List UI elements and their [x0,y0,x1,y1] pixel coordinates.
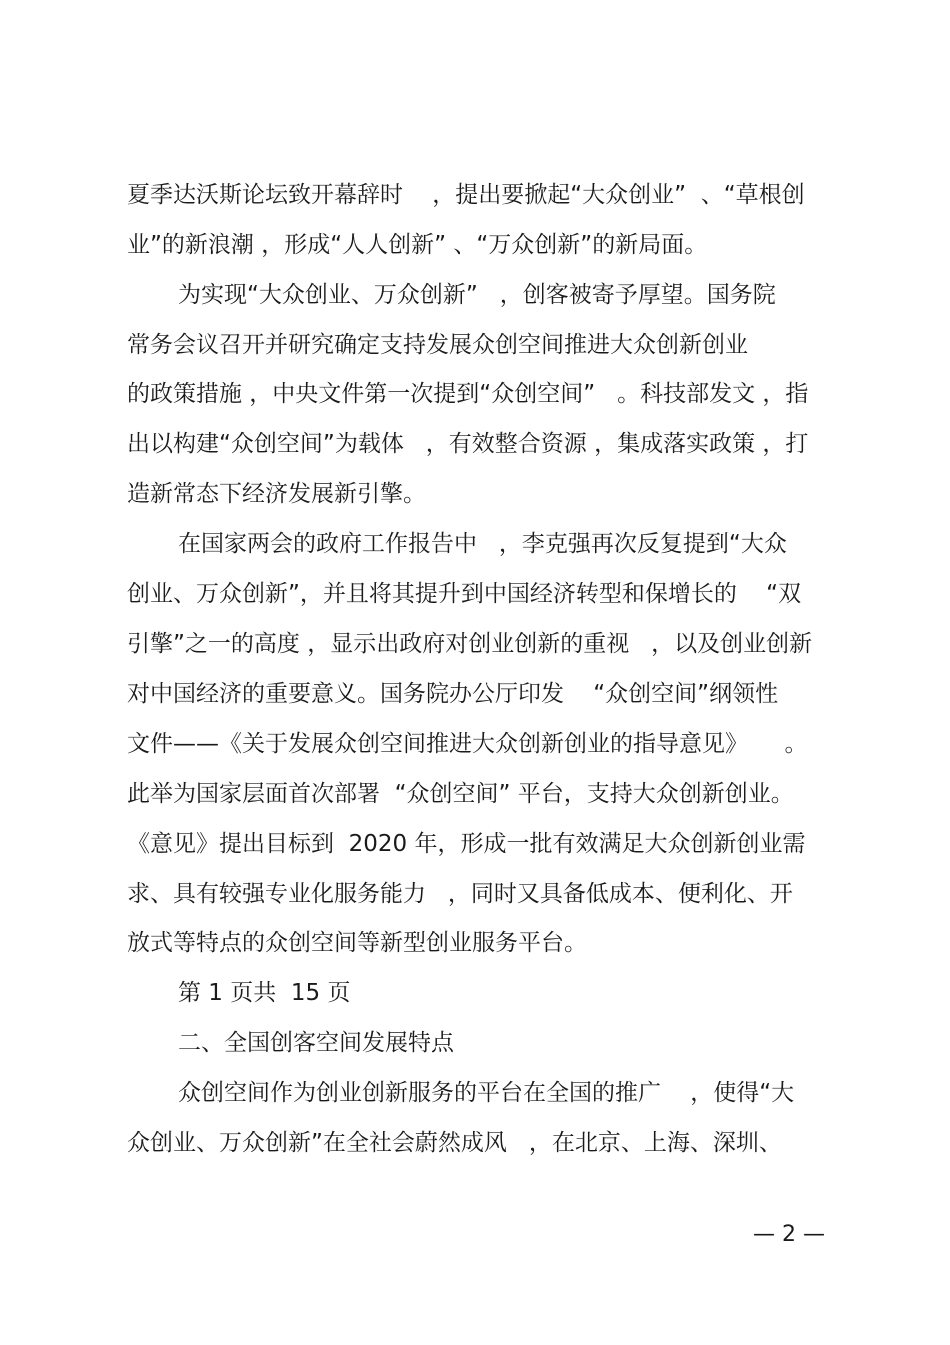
body-text-line: 对中国经济的重要意义。国务院办公厅印发 “众创空间”纲领性 [127,681,779,707]
body-text-line: 众创业、万众创新”在全社会蔚然成风 ，在北京、上海、深圳、 [127,1130,782,1156]
body-text-line: 业”的新浪潮 ，形成“人人创新” 、“万众创新”的新局面。 [127,232,708,258]
body-text-line: 的政策措施 ，中央文件第一次提到“众创空间” 。科技部发文 ，指 [127,381,809,407]
body-text-line: 引擎”之一的高度 ，显示出政府对创业创新的重视 ，以及创业创新 [127,631,813,657]
page-number: — 2 — [753,1222,825,1247]
body-text-line: 在国家两会的政府工作报告中 ，李克强再次反复提到“大众 [178,531,787,557]
body-text-line: 众创空间作为创业创新服务的平台在全国的推广 ，使得“大 [178,1080,795,1106]
body-text-line: 放式等特点的众创空间等新型创业服务平台。 [127,930,587,956]
body-text-line: 创业、万众创新”，并且将其提升到中国经济转型和保增长的 “双 [127,581,802,607]
body-text-line: 《意见》提出目标到 2020 年，形成一批有效满足大众创新创业需 [127,831,806,857]
body-text-line: 此举为国家层面首次部署 “众创空间” 平台，支持大众创新创业。 [127,781,794,807]
section-heading: 二、全国创客空间发展特点 [178,1030,454,1056]
body-text-line: 求、具有较强专业化服务能力 ，同时又具备低成本、便利化、开 [127,881,793,907]
body-text-line: 常务会议召开并研究确定支持发展众创空间推进大众创新创业 [127,332,748,358]
body-text-line: 出以构建“众创空间”为载体 ，有效整合资源 ，集成落实政策 ，打 [127,431,809,457]
body-text-line: 为实现“大众创业、万众创新” ，创客被寄予厚望。国务院 [178,282,776,308]
body-text-line: 文件——《关于发展众创空间推进大众创新创业的指导意见》 。 [127,731,808,757]
body-text-line: 造新常态下经济发展新引擎。 [127,481,426,507]
page-counter-text: 第 1 页共 15 页 [178,980,351,1006]
body-text-line: 夏季达沃斯论坛致开幕辞时 ，提出要掀起“大众创业” 、“草根创 [127,182,805,208]
